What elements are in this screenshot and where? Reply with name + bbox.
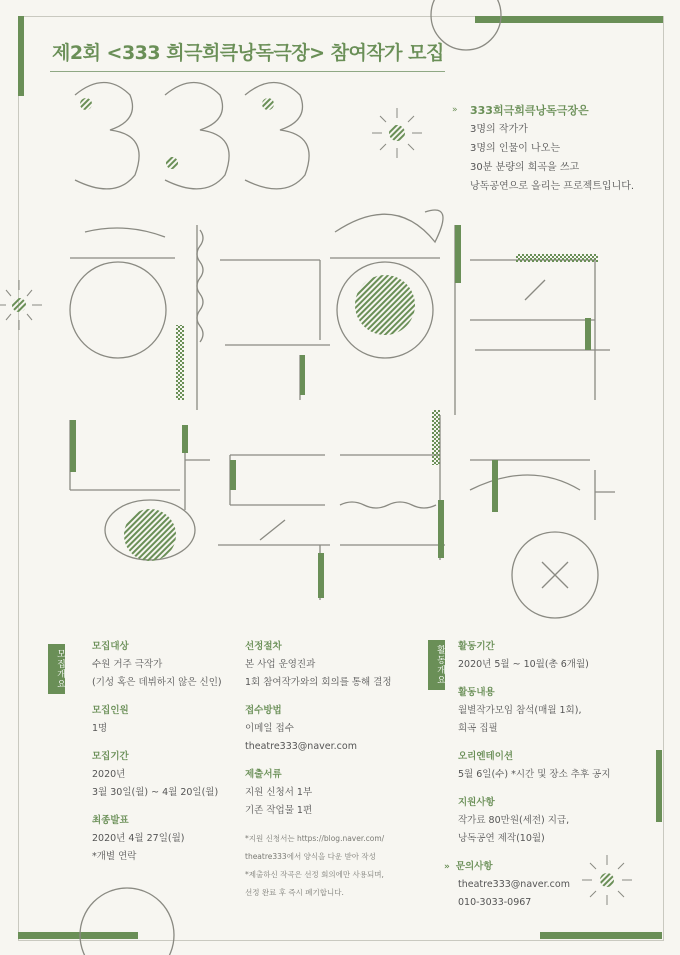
section-text: 1명 xyxy=(92,723,108,734)
section-heading: 제출서류 xyxy=(245,769,282,780)
intro-line: 3명의 인물이 나오는 xyxy=(470,143,560,154)
section-text: 지원 신청서 1부 xyxy=(245,787,313,798)
section-heading: 모집대상 xyxy=(92,641,129,652)
section-text: 기존 작업물 1편 xyxy=(245,805,313,816)
section-heading: 모집기간 xyxy=(92,751,129,762)
intro-line: 30분 분량의 희곡을 쓰고 xyxy=(470,162,580,173)
section-text: 1회 참여작가와의 회의를 통해 결정 xyxy=(245,677,392,688)
section-heading: 모집인원 xyxy=(92,705,129,716)
section-heading: 최종발표 xyxy=(92,815,129,826)
section-text: 월별작가모임 참석(매월 1회), xyxy=(458,705,582,716)
phone-text: 010-3033-0967 xyxy=(458,897,532,908)
col-activity xyxy=(444,638,611,912)
footnote: *제출하신 작곡은 선정 회의에만 사용되며, xyxy=(245,870,384,879)
section-text: 5월 6일(수) *시간 및 장소 추후 공지 xyxy=(458,769,611,780)
intro-bullet-icon: » xyxy=(452,105,458,115)
intro-line: 3명의 작가가 xyxy=(470,124,528,135)
section-text: 2020년 xyxy=(92,769,126,780)
section-text: *개별 연락 xyxy=(92,851,137,862)
footnote: theatre333에서 양식을 다운 받아 작성 xyxy=(245,852,376,861)
section-text: (기성 혹은 데뷔하지 않은 신인) xyxy=(92,677,222,688)
intro-line: 낭독공연으로 올리는 프로젝트입니다. xyxy=(470,181,635,192)
col-selection xyxy=(245,638,392,902)
section-text: 이메일 접수 xyxy=(245,723,294,734)
section-heading: 접수방법 xyxy=(245,705,282,716)
section-heading xyxy=(444,858,597,876)
section-heading: 선정절차 xyxy=(245,641,282,652)
section-text: 2020년 4월 27일(월) xyxy=(92,833,185,844)
section-text: 작가료 80만원(세전) 지급, xyxy=(458,815,570,826)
section-text: 3월 30일(월) ~ 4월 20일(월) xyxy=(92,787,219,798)
email-text: theatre333@naver.com xyxy=(245,741,357,752)
bullet-icon: » xyxy=(444,862,450,872)
section-heading: 오리엔테이션 xyxy=(458,751,514,762)
email-text: theatre333@naver.com xyxy=(458,879,570,890)
section-text: 수원 거주 극작가 xyxy=(92,659,163,670)
footnote: 선정 완료 후 즉시 폐기합니다. xyxy=(245,888,344,897)
footnote: *지원 신청서는 https://blog.naver.com/ xyxy=(245,834,385,843)
tag-activity-overview: 활동개요 xyxy=(428,640,445,690)
col-recruit xyxy=(92,638,222,866)
section-text: 낭독공연 제작(10월) xyxy=(458,833,545,844)
tag-recruit-overview: 모집개요 xyxy=(48,644,65,694)
section-heading: 지원사항 xyxy=(458,797,495,808)
section-text: 희곡 집필 xyxy=(458,723,498,734)
intro-lead: 333희극희큭낭독극장은 xyxy=(470,104,589,117)
section-text: 2020년 5월 ~ 10월(총 6개월) xyxy=(458,659,589,670)
section-text: 본 사업 운영진과 xyxy=(245,659,316,670)
poster-title: 제2회 <333 희극희큭낭독극장> 참여작가 모집 xyxy=(52,42,444,64)
section-heading-label: 문의사항 xyxy=(455,861,493,872)
section-heading: 활동기간 xyxy=(458,641,495,652)
section-heading: 활동내용 xyxy=(458,687,495,698)
